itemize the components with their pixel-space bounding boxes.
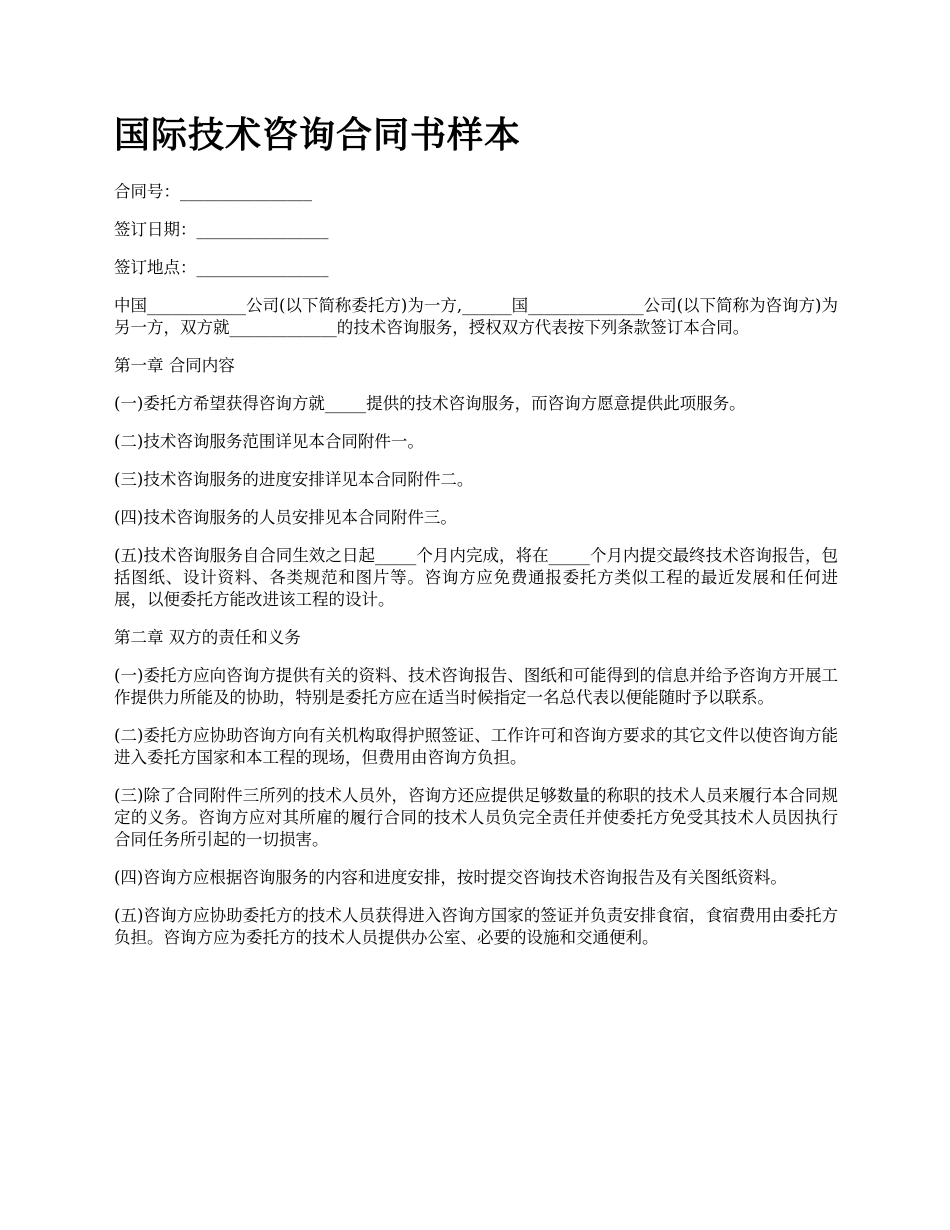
chapter-1-item: (四)技术咨询服务的人员安排见本合同附件三。 [114,508,457,527]
contract-number-field: 合同号：________________ [114,182,312,201]
chapter-2-item: (五)咨询方应协助委托方的技术人员获得进入咨询方国家的签证并负责安排食宿，食宿费用由委托方负担。咨询方应为委托方的技术人员提供办公室、必要的设施和交通便利。 [114,906,838,947]
chapter-2-heading: 第二章 双方的责任和义务 [114,628,301,647]
chapter-2-item: (二)委托方应协助咨询方向有关机构取得护照签证、工作许可和咨询方要求的其它文件以使咨询方能进入委托方国家和本工程的现场，但费用由咨询方负担。 [114,726,838,767]
intro-paragraph: 中国____________公司(以下简称委托方)为一方,______国______________公司(以下简称为咨询方)为另一方，双方就_____________的技术咨询服务，授权双方代表按下列条款签订本合同。 [114,296,838,337]
chapter-2-item: (一)委托方应向咨询方提供有关的资料、技术咨询报告、图纸和可能得到的信息并给予咨询方开展工作提供力所能及的协助，特别是委托方应在适当时候指定一名总代表以便能随时予以联系。 [114,666,838,707]
sign-date-field: 签订日期：________________ [114,220,329,239]
chapter-2-item: (四)咨询方应根据咨询服务的内容和进度安排，按时提交咨询技术咨询报告及有关图纸资料。 [114,868,787,887]
chapter-1-item: (三)技术咨询服务的进度安排详见本合同附件二。 [114,470,474,489]
chapter-1-item: (一)委托方希望获得咨询方就_____提供的技术咨询服务，而咨询方愿意提供此项服务。 [114,394,746,413]
chapter-2-item: (三)除了合同附件三所列的技术人员外，咨询方还应提供足够数量的称职的技术人员来履行本合同规定的义务。咨询方应对其所雇的履行合同的技术人员负完全责任并使委托方免受其技术人员因执行合同任务所引起的一切损害。 [114,786,838,849]
chapter-1-heading: 第一章 合同内容 [114,356,235,375]
document-title: 国际技术咨询合同书样本 [114,115,522,156]
chapter-1-item: (五)技术咨询服务自合同生效之日起_____个月内完成，将在_____个月内提交最终技术咨询报告，包括图纸、设计资料、各类规范和图片等。咨询方应免费通报委托方类似工程的最近发展和任何进展，以便委托方能改进该工程的设计。 [114,546,838,609]
sign-place-field: 签订地点：________________ [114,258,329,277]
document-body [114,181,838,965]
chapter-1-item: (二)技术咨询服务范围详见本合同附件一。 [114,432,424,451]
